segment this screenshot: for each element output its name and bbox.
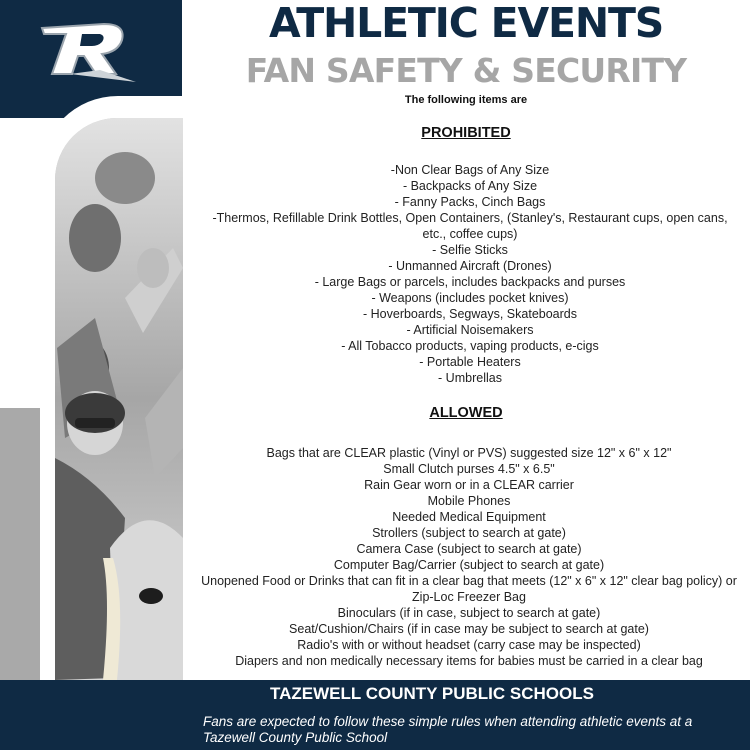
allowed-list (194, 445, 744, 669)
prohibited-list (200, 162, 740, 386)
list-item: Strollers (subject to search at gate) (372, 526, 566, 540)
list-item: - Fanny Packs, Cinch Bags (394, 195, 546, 209)
list-item: -Non Clear Bags of Any Size (390, 163, 550, 177)
page-subtitle: FAN SAFETY & SECURITY (245, 51, 687, 90)
list-item: - Backpacks of Any Size (402, 179, 538, 193)
list-item: Needed Medical Equipment (392, 510, 546, 524)
list-item: Binoculars (if in case, subject to search at gate) (337, 606, 601, 620)
list-item: - Large Bags or parcels, includes backpacks and purses (314, 275, 626, 289)
intro-text: The following items are (404, 94, 528, 106)
list-item: - Unmanned Aircraft (Drones) (388, 259, 552, 273)
list-item: Bags that are CLEAR plastic (Vinyl or PVS) suggested size 12" x 6" x 12" (266, 446, 672, 460)
list-item: - Selfie Sticks (432, 243, 508, 257)
list-item: - All Tobacco products, vaping products, e-cigs (341, 339, 599, 353)
footer-note: Fans are expected to follow these simple rules when attending athletic events at a Tazewell County Public School (203, 714, 693, 745)
allowed-heading: ALLOWED (429, 405, 503, 421)
list-item: Diapers and non medically necessary items for babies must be carried in a clear bag (235, 654, 703, 668)
list-item: - Umbrellas (438, 371, 502, 385)
list-item: Computer Bag/Carrier (subject to search at gate) (333, 558, 605, 572)
cheering-crowd-photo-icon (55, 118, 183, 680)
prohibited-heading: PROHIBITED (421, 125, 511, 141)
list-item: Radio's with or without headset (carry case may be inspected) (297, 638, 641, 652)
crowd-photo (55, 118, 183, 680)
r-logo (40, 12, 140, 82)
list-item: Unopened Food or Drinks that can fit in a clear bag that meets (12" x 6" x 12" clear bag policy) or Zip-Loc Freezer Bag (201, 574, 737, 604)
list-item: -Thermos, Refillable Drink Bottles, Open Containers, (Stanley's, Restaurant cups, open cans, etc., coffee cups) (212, 211, 728, 241)
footer-title: TAZEWELL COUNTY PUBLIC SCHOOLS (270, 684, 594, 703)
list-item: Mobile Phones (427, 494, 511, 508)
list-item: - Weapons (includes pocket knives) (371, 291, 569, 305)
list-item: Rain Gear worn or in a CLEAR carrier (364, 478, 574, 492)
list-item: Seat/Cushion/Chairs (if in case may be subject to search at gate) (289, 622, 649, 636)
list-item: Small Clutch purses 4.5" x 6.5" (383, 462, 555, 476)
page-title: ATHLETIC EVENTS (268, 0, 664, 47)
list-item: Camera Case (subject to search at gate) (356, 542, 582, 556)
r-logo-icon (40, 12, 140, 82)
list-item: - Artificial Noisemakers (406, 323, 534, 337)
list-item: - Hoverboards, Segways, Skateboards (363, 307, 577, 321)
list-item: - Portable Heaters (419, 355, 521, 369)
